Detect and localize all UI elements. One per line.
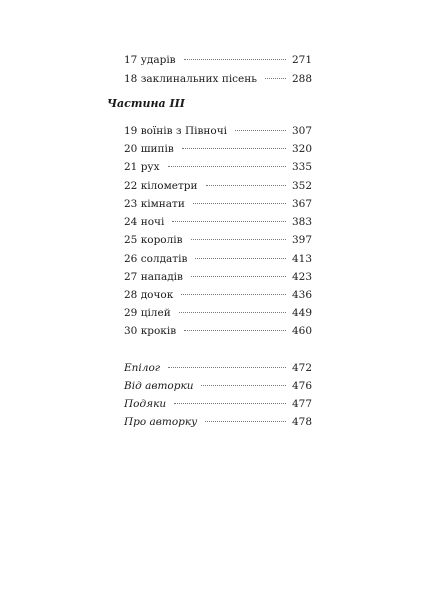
toc-entry-28[interactable] bbox=[124, 286, 312, 304]
toc-entry-title: 20 шипів bbox=[124, 143, 174, 155]
toc-entry-title: 17 ударів bbox=[124, 54, 176, 66]
dot-leader bbox=[205, 421, 286, 422]
dot-leader bbox=[193, 203, 286, 204]
toc-entry-title: 30 кроків bbox=[124, 325, 177, 337]
toc-entry-title: 25 королів bbox=[124, 234, 183, 246]
dot-leader bbox=[181, 294, 286, 295]
dot-leader bbox=[191, 276, 286, 277]
toc-entry-acknowledgements[interactable] bbox=[124, 395, 312, 413]
dot-leader bbox=[172, 221, 286, 222]
dot-leader bbox=[184, 330, 286, 331]
toc-entry-title: 21 рух bbox=[124, 161, 160, 173]
toc-entry-page: 335 bbox=[291, 161, 312, 173]
toc-entry-page: 413 bbox=[291, 253, 312, 265]
toc-entry-29[interactable] bbox=[124, 304, 312, 322]
toc-entry-epilogue[interactable] bbox=[124, 359, 312, 377]
toc-entry-title: Від авторки bbox=[124, 380, 194, 392]
dot-leader bbox=[206, 185, 286, 186]
toc-entry-page: 460 bbox=[291, 325, 312, 337]
toc-entry-page: 436 bbox=[291, 289, 312, 301]
toc-entry-title: 26 солдатів bbox=[124, 253, 188, 265]
dot-leader bbox=[168, 166, 286, 167]
toc-entry-title: Про авторку bbox=[124, 416, 198, 428]
toc-entry-21[interactable] bbox=[124, 158, 312, 176]
toc-entry-title: 18 заклинальних пісень bbox=[124, 73, 257, 85]
toc-entry-19[interactable] bbox=[124, 122, 312, 140]
toc-entry-25[interactable] bbox=[124, 231, 312, 249]
toc-entry-30[interactable] bbox=[124, 322, 312, 340]
dot-leader bbox=[184, 59, 286, 60]
toc-entry-page: 352 bbox=[291, 180, 312, 192]
dot-leader bbox=[191, 239, 286, 240]
toc-entry-27[interactable] bbox=[124, 268, 312, 286]
dot-leader bbox=[182, 148, 286, 149]
toc-entry-page: 449 bbox=[291, 307, 312, 319]
toc-entry-page: 383 bbox=[291, 216, 312, 228]
toc-entry-title: 24 ночі bbox=[124, 216, 165, 228]
toc-entry-title: Епілог bbox=[124, 362, 161, 374]
toc-entry-page: 271 bbox=[291, 54, 312, 66]
toc-entry-20[interactable] bbox=[124, 140, 312, 158]
toc-entry-title: 23 кімнати bbox=[124, 198, 185, 210]
toc-entry-title: 22 кілометри bbox=[124, 180, 198, 192]
toc-entry-22[interactable] bbox=[124, 177, 312, 195]
toc-entry-title: Подяки bbox=[124, 398, 167, 410]
dot-leader bbox=[265, 78, 286, 79]
toc-entry-24[interactable] bbox=[124, 213, 312, 231]
dot-leader bbox=[174, 403, 286, 404]
toc-entry-23[interactable] bbox=[124, 195, 312, 213]
dot-leader bbox=[168, 367, 286, 368]
toc-entry-title: 29 цілей bbox=[124, 307, 171, 319]
toc-entry-page: 397 bbox=[291, 234, 312, 246]
dot-leader bbox=[201, 385, 285, 386]
dot-leader bbox=[195, 258, 286, 259]
toc-entry-page: 307 bbox=[291, 125, 312, 137]
toc-entry-title: 28 дочок bbox=[124, 289, 174, 301]
toc-entry-page: 320 bbox=[291, 143, 312, 155]
dot-leader bbox=[179, 312, 286, 313]
toc-entry-from-author[interactable] bbox=[124, 377, 312, 395]
toc-entry-17[interactable] bbox=[124, 51, 312, 69]
toc-entry-title: 19 воїнів з Півночі bbox=[124, 125, 228, 137]
toc-entry-page: 423 bbox=[291, 271, 312, 283]
toc-entry-page: 288 bbox=[291, 73, 312, 85]
toc-entry-18[interactable] bbox=[124, 70, 312, 88]
part-heading: Частина III bbox=[107, 97, 185, 110]
toc-entry-page: 476 bbox=[291, 380, 312, 392]
dot-leader bbox=[235, 130, 286, 131]
toc-entry-about-author[interactable] bbox=[124, 413, 312, 431]
toc-entry-26[interactable] bbox=[124, 250, 312, 268]
toc-entry-page: 367 bbox=[291, 198, 312, 210]
toc-entry-title: 27 нападів bbox=[124, 271, 183, 283]
toc-entry-page: 477 bbox=[291, 398, 312, 410]
toc-entry-page: 478 bbox=[291, 416, 312, 428]
toc-entry-page: 472 bbox=[291, 362, 312, 374]
